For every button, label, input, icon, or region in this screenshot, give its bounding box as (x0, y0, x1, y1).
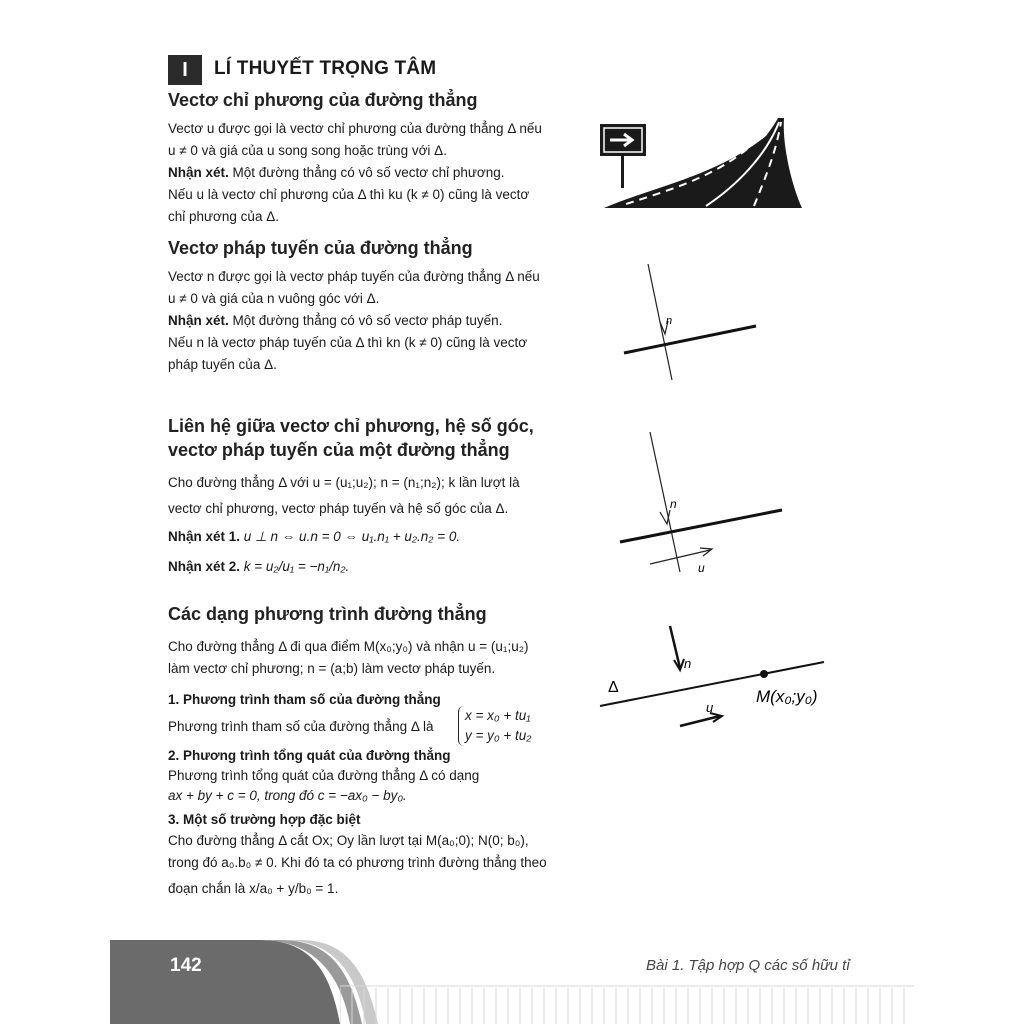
label-n: n (666, 315, 673, 327)
label-n: n (684, 656, 692, 671)
s4-line2: làm vectơ chỉ phương; n = (a;b) làm vectơ pháp tuyến. (168, 661, 496, 676)
s1-line4: Nếu u là vectơ chỉ phương của Δ thì ku (k ≠ 0) cũng là vectơ (168, 187, 530, 202)
remark-label: Nhận xét. (168, 165, 229, 180)
label-delta: Δ (608, 679, 619, 696)
section-title: LÍ THUYẾT TRỌNG TÂM (214, 58, 437, 79)
s3-remark2 (168, 556, 564, 578)
general-line2: ax + by + c = 0, trong đó c = −ax₀ − by₀. (168, 788, 407, 803)
parametric-eq-x: x = x₀ + tu₁ (465, 708, 531, 723)
normal-direction-figure (610, 426, 790, 576)
remark1-label: Nhận xét 1. (168, 529, 241, 544)
normal-arrow-icon (660, 510, 670, 524)
remark2-formula: k = u₂/u₁ = −n₁/n₂. (240, 559, 350, 574)
s2-line2: u ≠ 0 và giá của n vuông góc với Δ. (168, 291, 380, 306)
s3-line1: Cho đường thẳng Δ với u = (u₁;u₂); n = (n₁;n₂); k lần lượt là (168, 475, 520, 490)
heading-parametric: 1. Phương trình tham số của đường thẳng (168, 692, 441, 707)
remark-text: Một đường thẳng có vô số vectơ chỉ phương. (228, 165, 505, 180)
footer-tab (110, 940, 340, 1024)
label-n: n (670, 497, 677, 511)
delta-line (624, 326, 756, 353)
s2-remark (168, 310, 564, 332)
lesson-title: Bài 1. Tập hợp Q các số hữu tỉ (646, 957, 850, 974)
remark1-formula: u ⊥ n ⇔ u.n = 0 ⇔ u₁.n₁ + u₂.n₂ = 0. (240, 529, 461, 544)
s3-line2: vectơ chỉ phương, vectơ pháp tuyến và hệ số góc của Δ. (168, 501, 509, 516)
heading-line-equations: Các dạng phương trình đường thẳng (168, 604, 487, 624)
line-point-figure (596, 618, 846, 738)
page-number: 142 (170, 955, 202, 976)
parametric-system (458, 706, 531, 746)
section-badge: I (168, 55, 202, 85)
delta-line (620, 510, 782, 542)
s1-text (168, 118, 564, 228)
special-line2: trong đó a₀.b₀ ≠ 0. Khi đó ta có phương trình đường thẳng theo (168, 855, 547, 870)
general-text (168, 766, 564, 806)
s1-remark (168, 162, 564, 184)
heading-general: 2. Phương trình tổng quát của đường thẳng (168, 748, 451, 763)
s4-line1: Cho đường thẳng Δ đi qua điểm M(x₀;y₀) và nhận u = (u₁;u₂) (168, 639, 529, 654)
special-text (168, 830, 564, 900)
label-u: u (706, 700, 714, 715)
label-u: u (698, 561, 705, 575)
s4-intro (168, 636, 564, 680)
s3-text (168, 472, 564, 578)
heading-normal-vector: Vectơ pháp tuyến của đường thẳng (168, 238, 473, 258)
sign-post (621, 156, 624, 188)
footer-ticks (340, 988, 914, 1024)
remark-text: Một đường thẳng có vô số vectơ pháp tuyến. (228, 313, 503, 328)
remark2-label: Nhận xét 2. (168, 559, 241, 574)
parametric-eq-y: y = y₀ + tu₂ (465, 728, 532, 743)
s2-line1: Vectơ n được gọi là vectơ pháp tuyến của đường thẳng Δ nếu (168, 269, 540, 284)
s1-line5: chỉ phương của Δ. (168, 209, 279, 224)
heading-relation-title1: Liên hệ giữa vectơ chỉ phương, hệ số góc, (168, 416, 534, 436)
s2-text (168, 266, 564, 376)
general-line1: Phương trình tổng quát của đường thẳng Δ có dạng (168, 768, 480, 783)
s2-line5: pháp tuyến của Δ. (168, 357, 277, 372)
normal-vector-figure (610, 258, 770, 388)
special-line1: Cho đường thẳng Δ cắt Ox; Oy lần lượt tại M(a₀;0); N(0; b₀), (168, 833, 529, 848)
heading-special-cases: 3. Một số trường hợp đặc biệt (168, 812, 361, 827)
road-illustration (596, 116, 806, 216)
s2-line4: Nếu n là vectơ pháp tuyến của Δ thì kn (k ≠ 0) cũng là vectơ (168, 335, 528, 350)
point-m (760, 670, 768, 678)
s1-line2: u ≠ 0 và giá của u song song hoặc trùng với Δ. (168, 143, 447, 158)
heading-relation-title2: vectơ pháp tuyến của một đường thẳng (168, 440, 510, 460)
parametric-text: Phương trình tham số của đường thẳng Δ là (168, 719, 434, 734)
special-line3: đoạn chắn là x/a₀ + y/b₀ = 1. (168, 881, 339, 896)
heading-direction-vector: Vectơ chỉ phương của đường thẳng (168, 90, 478, 110)
remark-label: Nhận xét. (168, 313, 229, 328)
s1-line1: Vectơ u được gọi là vectơ chỉ phương của đường thẳng Δ nếu (168, 121, 542, 136)
s3-remark1 (168, 526, 564, 548)
label-point-m: M(x₀;y₀) (756, 687, 818, 706)
